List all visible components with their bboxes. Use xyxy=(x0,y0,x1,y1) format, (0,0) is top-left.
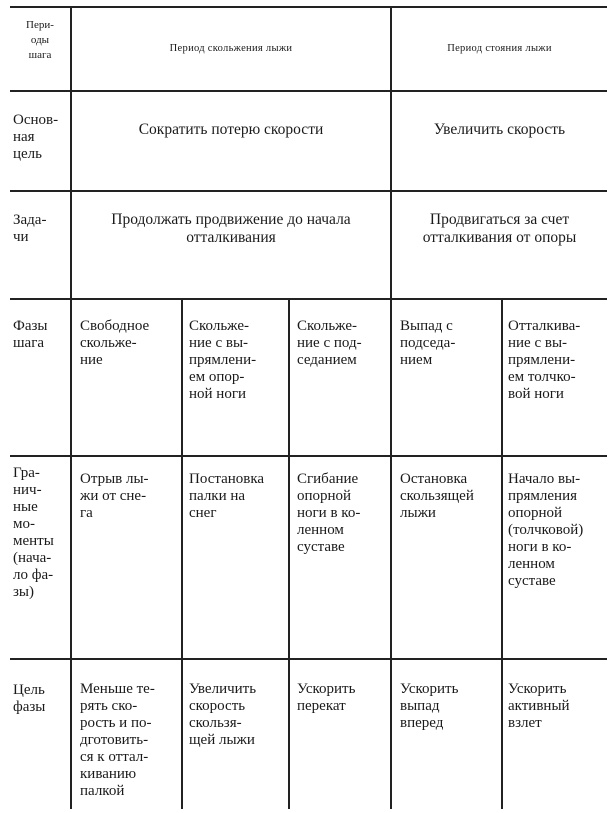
rule-phase-col-2 xyxy=(288,298,290,809)
label-phase-goal: Цель фазы xyxy=(13,682,46,715)
rule-phase-col-4 xyxy=(501,298,503,809)
boundary-cell-3: Сгибание опорной ноги в ко- ленном суставе xyxy=(297,471,361,555)
goal-cell-4: Ускорить выпад вперед xyxy=(400,681,459,731)
goal-cell-2: Увеличить скорость скользя- щей лыжи xyxy=(189,681,257,748)
header-row-label: Пери- оды шага xyxy=(26,19,54,61)
rule-top xyxy=(10,6,607,8)
goal-cell-1: Меньше те- рять ско- рость и по- дготовить- ся к оттал- киванию палкой xyxy=(80,681,155,799)
main-goal-glide: Сократить потерю скорости xyxy=(138,121,324,138)
rule-header-bottom xyxy=(10,90,607,92)
label-main-goal: Основ- ная цель xyxy=(13,112,59,162)
phase-cell-2: Скольже- ние с вы- прямлени- ем опор- ной ноги xyxy=(189,318,257,402)
goal-cell-5: Ускорить активный взлет xyxy=(508,681,570,731)
rule-phases-bottom xyxy=(10,455,607,457)
rule-boundary-bottom xyxy=(10,658,607,660)
phase-cell-3: Скольже- ние с под- седанием xyxy=(297,318,362,368)
header-period-glide: Период скольжения лыжи xyxy=(169,43,293,54)
boundary-cell-5: Начало вы- прямления опорной (толчковой) ноги в ко- ленном суставе xyxy=(508,471,584,589)
goal-cell-3: Ускорить перекат xyxy=(297,681,356,714)
tasks-glide: Продолжать продвижение до начала отталкивания xyxy=(111,211,351,246)
phase-cell-1: Свободное скольже- ние xyxy=(80,318,150,368)
boundary-cell-4: Остановка скользящей лыжи xyxy=(400,471,474,521)
phase-cell-5: Отталкива- ние с вы- прямлени- ем толчко- вой ноги xyxy=(508,318,581,402)
label-tasks: Зада- чи xyxy=(13,212,47,245)
rule-phase-col-1 xyxy=(181,298,183,809)
tasks-stand: Продвигаться за счет отталкивания от опоры xyxy=(422,211,577,246)
phase-cell-4: Выпад с подседа- нием xyxy=(400,318,456,368)
main-goal-stand: Увеличить скорость xyxy=(433,121,566,138)
boundary-cell-1: Отрыв лы- жи от сне- га xyxy=(80,471,149,521)
rule-tasks-bottom xyxy=(10,298,607,300)
rule-goal-bottom xyxy=(10,190,607,192)
label-phases: Фазы шага xyxy=(13,318,48,351)
label-boundary: Гра- нич- ные мо- менты (нача- ло фа- зы) xyxy=(13,465,54,600)
boundary-cell-2: Постановка палки на снег xyxy=(189,471,265,521)
header-period-stand: Период стояния лыжи xyxy=(447,43,552,54)
